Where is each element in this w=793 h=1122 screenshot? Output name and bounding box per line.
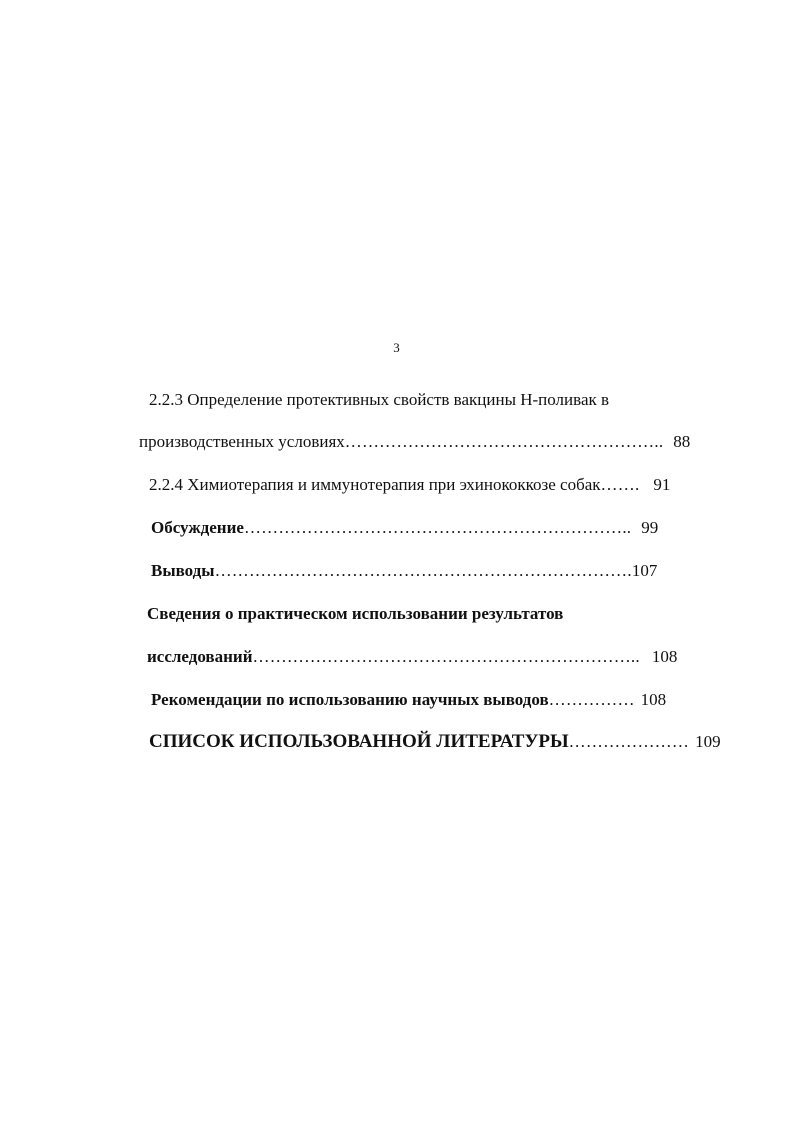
toc-entry-2-2-3-line1 bbox=[149, 389, 609, 411]
toc-leader-dots: ………………………………………………………….. bbox=[243, 518, 632, 537]
toc-page-number: 99 bbox=[641, 518, 659, 537]
toc-entry-title: Рекомендации по использованию научных выводов bbox=[151, 690, 549, 709]
toc-entry-title: 2.2.4 Химиотерапия и иммунотерапия при эхинококкозе собак bbox=[149, 475, 601, 494]
toc-page-number: 108 bbox=[640, 690, 667, 709]
toc-entry-2-2-4 bbox=[149, 474, 670, 496]
toc-entry-title: Обсуждение bbox=[151, 518, 244, 537]
toc-entry-bibliography bbox=[149, 731, 721, 753]
toc-leader-dots: …………… bbox=[548, 690, 635, 709]
toc-leader-dots: ………………………………………………………….. bbox=[252, 647, 640, 666]
toc-leader-dots: ………………… bbox=[568, 732, 690, 751]
toc-entry-recommendations bbox=[151, 689, 666, 711]
toc-leader-dots: ……. bbox=[600, 475, 640, 494]
toc-leader-dots: ………………………………………………………………. bbox=[214, 561, 632, 580]
toc-entry-title: Выводы bbox=[151, 561, 215, 580]
toc-entry-2-2-3-line2 bbox=[139, 431, 690, 453]
toc-page-number: 107 bbox=[631, 561, 658, 580]
toc-entry-title: СПИСОК ИСПОЛЬЗОВАННОЙ ЛИТЕРАТУРЫ bbox=[149, 731, 569, 752]
toc-page-number: 91 bbox=[653, 475, 671, 494]
toc-entry-title: производственных условиях bbox=[139, 432, 345, 451]
toc-entry-title: 2.2.3 Определение протективных свойств вакцины Н-поливак в bbox=[149, 390, 610, 409]
toc-entry-title: исследований bbox=[147, 647, 253, 666]
toc-entry-discussion bbox=[151, 517, 658, 539]
toc-page-number: 88 bbox=[673, 432, 691, 451]
toc-entry-title: Сведения о практическом использовании результатов bbox=[147, 604, 564, 623]
toc-entry-conclusions bbox=[151, 560, 657, 582]
toc-entry-practical-use-line2 bbox=[147, 646, 677, 668]
page-number: 3 bbox=[393, 340, 400, 355]
toc-page-number: 108 bbox=[651, 647, 678, 666]
toc-page-number: 109 bbox=[695, 732, 721, 751]
toc-entry-practical-use-line1 bbox=[147, 603, 563, 625]
toc-leader-dots: ……………………………………………….. bbox=[344, 432, 664, 451]
